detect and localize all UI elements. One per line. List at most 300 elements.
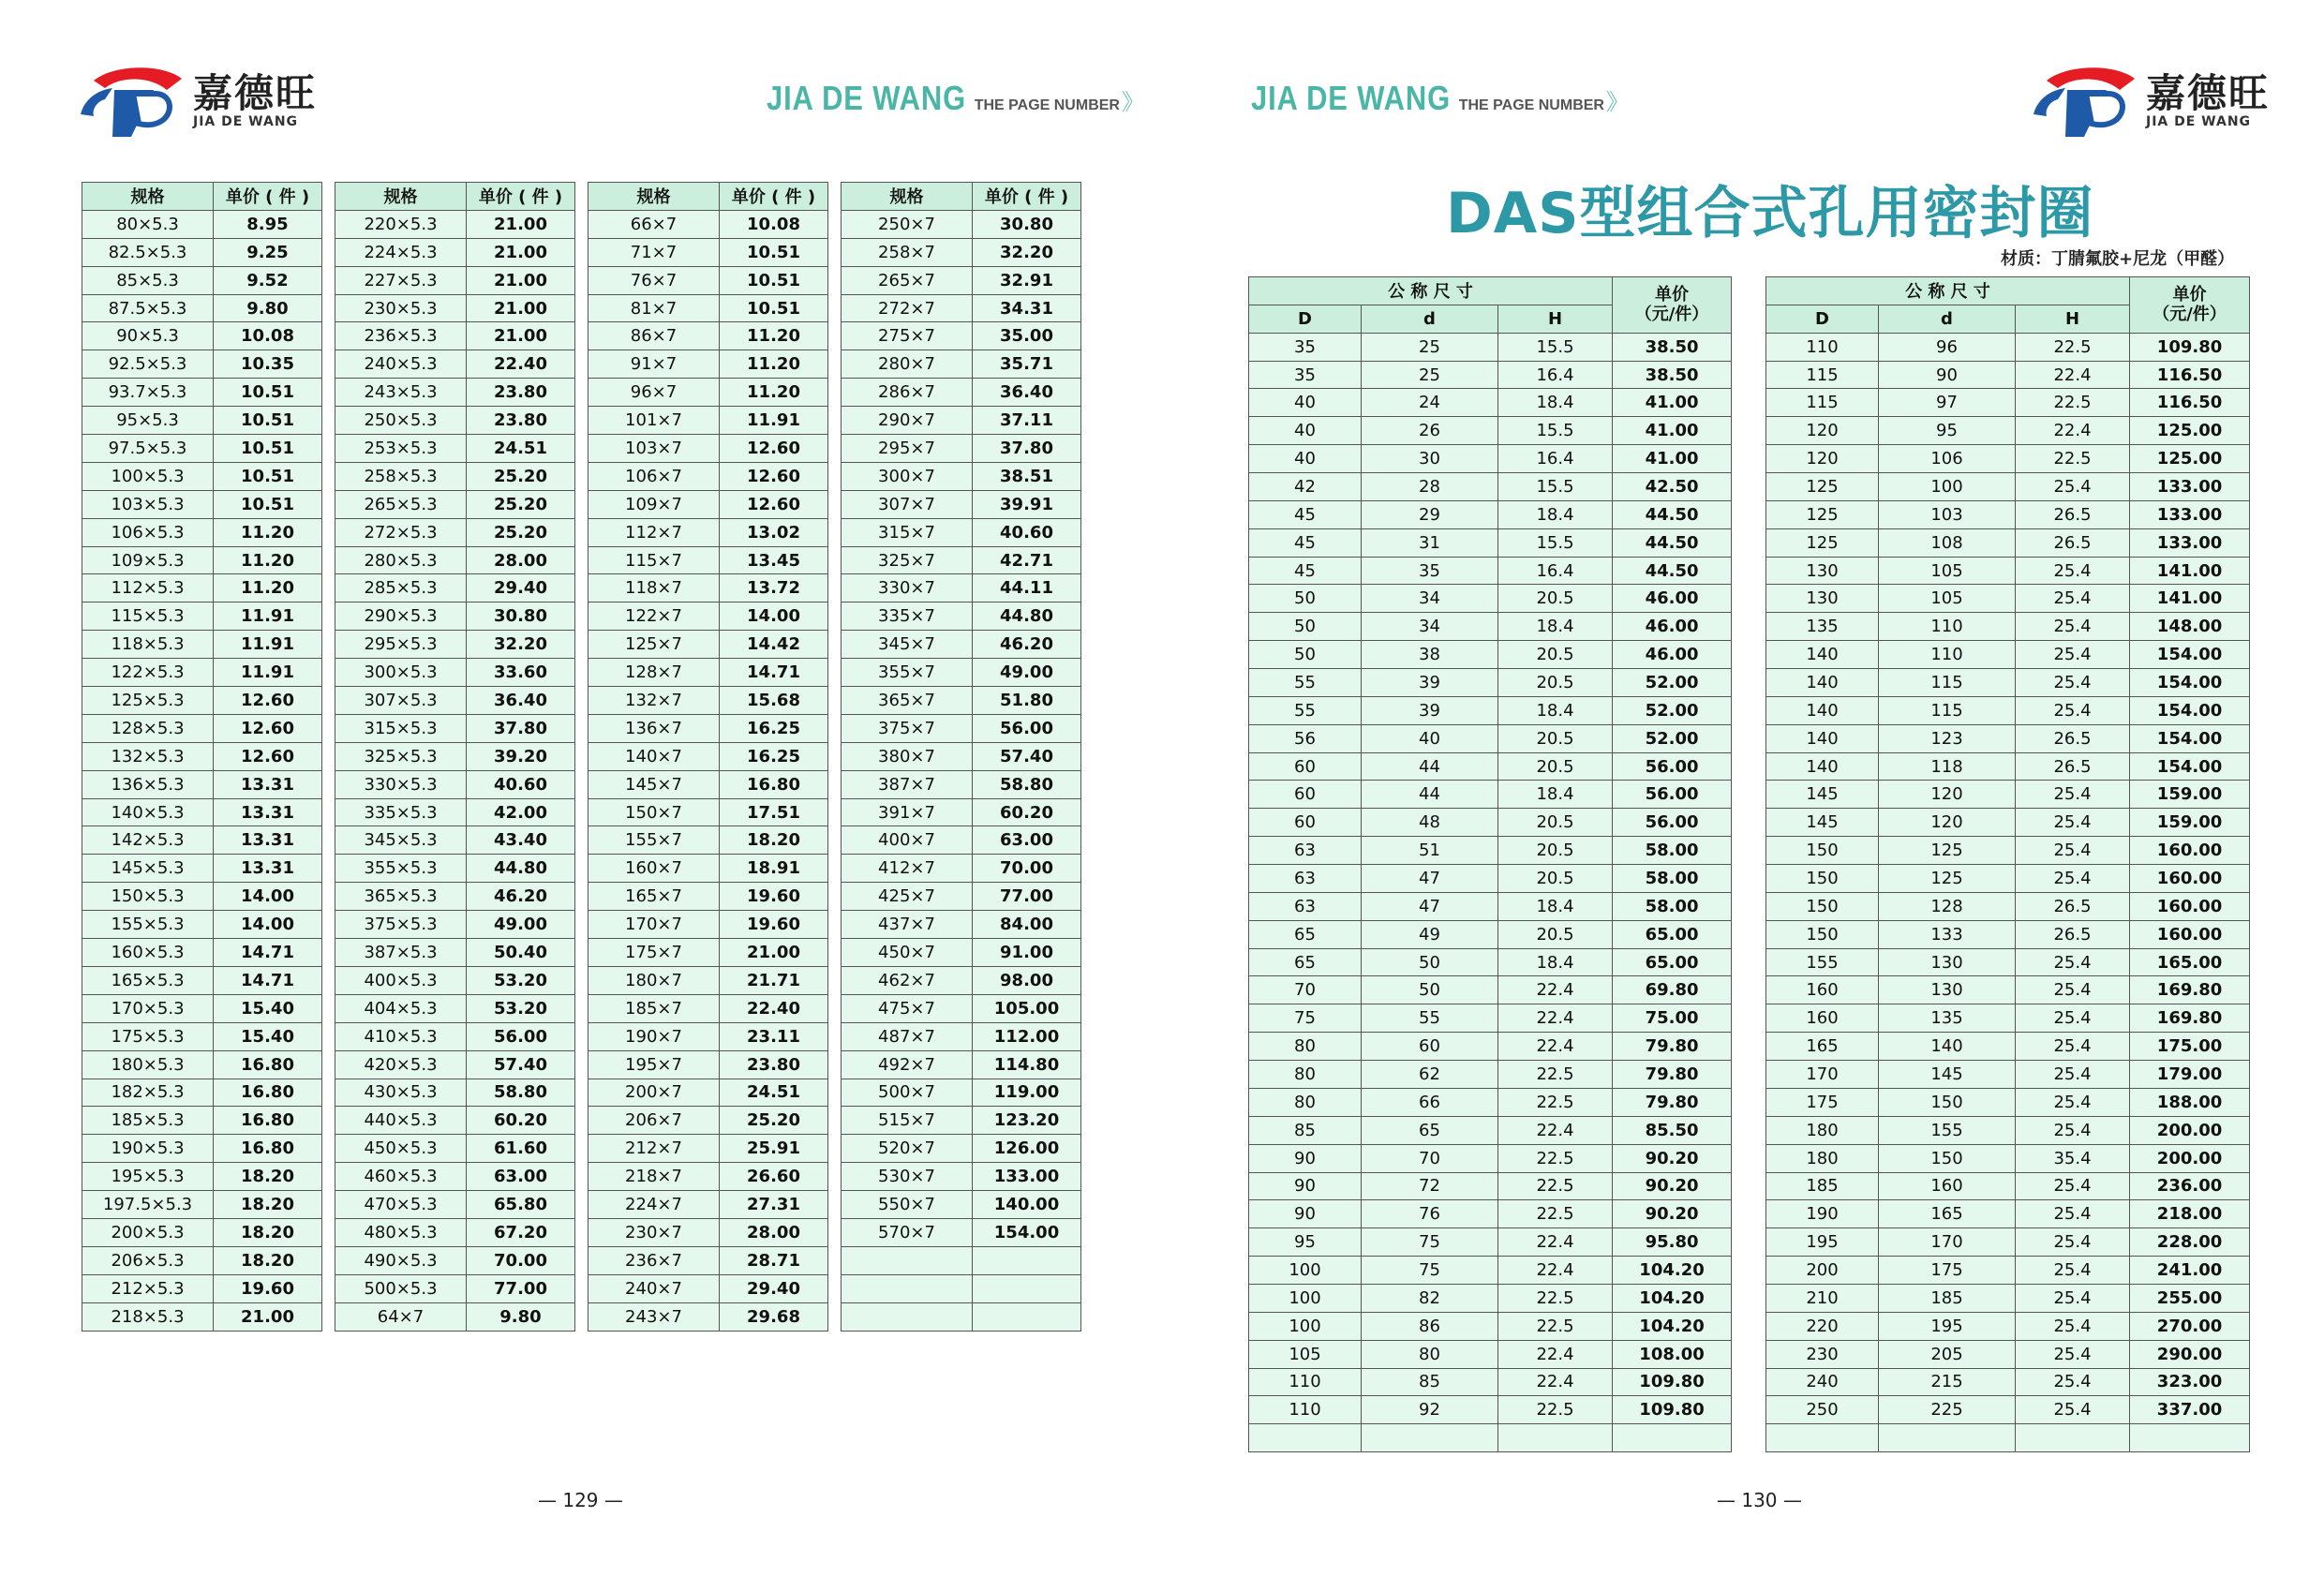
height-cell: 20.5 (1498, 837, 1613, 865)
inner-diameter-cell: 60 (1362, 1033, 1498, 1061)
price-cell: 12.60 (720, 435, 828, 463)
price-cell: 25.20 (720, 1107, 828, 1135)
price-cell: 19.60 (720, 883, 828, 911)
table-row (1249, 865, 1732, 893)
table-row (335, 462, 575, 490)
price-cell (2130, 1424, 2250, 1452)
spec-cell: 206×7 (588, 1107, 720, 1135)
table-row (335, 294, 575, 322)
table-row (1766, 1116, 2250, 1144)
table-row (1766, 948, 2250, 976)
price-cell: 13.31 (214, 855, 322, 883)
price-cell: 50.40 (467, 939, 575, 967)
height-cell: 20.5 (1498, 585, 1613, 613)
table-row (1766, 1312, 2250, 1340)
spec-cell: 285×5.3 (335, 574, 467, 603)
price-cell: 36.40 (973, 379, 1081, 407)
table-row (842, 1218, 1081, 1246)
price-cell: 35.71 (973, 350, 1081, 379)
seal-size-table-2 (1765, 276, 2250, 1452)
table-row (1249, 1088, 1732, 1116)
table-row (842, 546, 1081, 574)
table-row (1766, 417, 2250, 445)
spec-cell: 185×5.3 (82, 1107, 214, 1135)
inner-diameter-cell: 133 (1879, 920, 2016, 948)
table-row (1249, 333, 1732, 361)
inner-diameter-cell (1362, 1424, 1498, 1452)
table-row (842, 1050, 1081, 1079)
spec-cell: 570×7 (842, 1218, 973, 1246)
price-cell: 10.51 (214, 490, 322, 518)
price-cell: 154.00 (2130, 752, 2250, 781)
spec-cell: 103×5.3 (82, 490, 214, 518)
table-row (1766, 696, 2250, 724)
price-cell: 10.08 (214, 322, 322, 350)
height-cell: 22.4 (1498, 1004, 1613, 1033)
height-cell: 25.4 (2016, 1061, 2130, 1089)
table-row (842, 911, 1081, 939)
table-row (1249, 1284, 1732, 1312)
spec-cell: 272×5.3 (335, 518, 467, 546)
outer-diameter-cell: 63 (1249, 892, 1362, 920)
table-row (82, 1302, 322, 1331)
price-cell: 109.80 (1613, 1396, 1732, 1424)
height-cell: 22.4 (1498, 1033, 1613, 1061)
spec-cell: 236×7 (588, 1246, 720, 1274)
outer-diameter-cell: 80 (1249, 1061, 1362, 1089)
inner-diameter-cell: 130 (1879, 976, 2016, 1004)
spec-cell: 66×7 (588, 210, 720, 238)
price-cell: 23.80 (467, 379, 575, 407)
table-row (1249, 417, 1732, 445)
unit-price-header (2130, 277, 2250, 334)
price-cell: 16.80 (214, 1050, 322, 1079)
price-cell: 141.00 (2130, 585, 2250, 613)
spec-cell: 112×7 (588, 518, 720, 546)
inner-diameter-cell: 47 (1362, 865, 1498, 893)
table-row (82, 798, 322, 826)
spec-cell: 212×5.3 (82, 1274, 214, 1302)
inner-diameter-cell: 125 (1879, 837, 2016, 865)
outer-diameter-cell: 190 (1766, 1200, 1879, 1228)
spec-cell: 280×5.3 (335, 546, 467, 574)
price-cell: 19.60 (214, 1274, 322, 1302)
table-row (588, 659, 828, 687)
price-cell: 58.80 (467, 1079, 575, 1107)
spec-cell: 140×7 (588, 742, 720, 770)
table-row (1766, 1172, 2250, 1200)
inner-diameter-cell: 130 (1879, 948, 2016, 976)
table-row (842, 1107, 1081, 1135)
height-cell: 22.5 (1498, 1088, 1613, 1116)
price-cell: 141.00 (2130, 557, 2250, 585)
price-cell: 11.20 (214, 546, 322, 574)
outer-diameter-cell: 115 (1766, 361, 1879, 389)
table-row (1766, 641, 2250, 669)
table-row (335, 687, 575, 715)
col-header-D: D (1766, 305, 1879, 333)
col-header-d: d (1362, 305, 1498, 333)
table-row (842, 798, 1081, 826)
table-row (82, 1135, 322, 1163)
table-row (1249, 361, 1732, 389)
price-cell: 13.31 (214, 798, 322, 826)
outer-diameter-cell (1249, 1424, 1362, 1452)
table-row (588, 603, 828, 631)
table-row (82, 966, 322, 994)
table-row (1766, 752, 2250, 781)
table-row (1766, 892, 2250, 920)
table-row (588, 1191, 828, 1219)
table-row (588, 546, 828, 574)
table-row (82, 631, 322, 659)
table-row (1249, 528, 1732, 557)
outer-diameter-cell: 135 (1766, 613, 1879, 641)
height-cell: 25.4 (2016, 473, 2130, 501)
table-row (82, 603, 322, 631)
price-cell: 29.40 (720, 1274, 828, 1302)
table-row (1249, 500, 1732, 528)
inner-diameter-cell: 123 (1879, 724, 2016, 752)
outer-diameter-cell: 90 (1249, 1200, 1362, 1228)
spec-cell: 391×7 (842, 798, 973, 826)
spec-cell: 265×5.3 (335, 490, 467, 518)
table-row (335, 1107, 575, 1135)
inner-diameter-cell: 80 (1362, 1340, 1498, 1368)
table-row (842, 714, 1081, 742)
inner-diameter-cell: 195 (1879, 1312, 2016, 1340)
table-row (1249, 809, 1732, 837)
table-row (842, 631, 1081, 659)
price-cell: 169.80 (2130, 976, 2250, 1004)
height-cell: 25.4 (2016, 1284, 2130, 1312)
table-row (588, 490, 828, 518)
spec-cell: 227×5.3 (335, 266, 467, 294)
table-row (842, 407, 1081, 435)
outer-diameter-cell: 230 (1766, 1340, 1879, 1368)
height-cell: 25.4 (2016, 641, 2130, 669)
price-cell: 16.80 (720, 770, 828, 798)
height-cell: 18.4 (1498, 781, 1613, 809)
outer-diameter-cell: 40 (1249, 417, 1362, 445)
table-row (82, 518, 322, 546)
table-row (335, 350, 575, 379)
height-cell: 26.5 (2016, 920, 2130, 948)
spec-cell: 487×7 (842, 1022, 973, 1050)
spec-cell: 150×7 (588, 798, 720, 826)
spec-cell: 295×7 (842, 435, 973, 463)
inner-diameter-cell: 30 (1362, 445, 1498, 473)
table-row (335, 631, 575, 659)
table-row (842, 379, 1081, 407)
spec-cell: 92.5×5.3 (82, 350, 214, 379)
outer-diameter-cell: 155 (1766, 948, 1879, 976)
height-cell: 25.4 (2016, 1172, 2130, 1200)
height-cell: 20.5 (1498, 641, 1613, 669)
table-row (1766, 1061, 2250, 1089)
inner-diameter-cell: 35 (1362, 557, 1498, 585)
table-row (82, 1079, 322, 1107)
table-row (1249, 1424, 1732, 1452)
spec-cell: 430×5.3 (335, 1079, 467, 1107)
outer-diameter-cell: 150 (1766, 837, 1879, 865)
price-cell: 11.91 (214, 603, 322, 631)
price-cell: 43.40 (467, 826, 575, 855)
price-cell: 49.00 (467, 911, 575, 939)
price-cell: 56.00 (973, 714, 1081, 742)
table-row (588, 826, 828, 855)
spec-cell: 106×7 (588, 462, 720, 490)
table-row (82, 855, 322, 883)
table-row (588, 994, 828, 1022)
table-row (335, 659, 575, 687)
outer-diameter-cell: 140 (1766, 696, 1879, 724)
table-row (588, 1218, 828, 1246)
spec-cell: 500×7 (842, 1079, 973, 1107)
table-row (588, 462, 828, 490)
price-cell: 25.20 (467, 490, 575, 518)
height-cell: 22.5 (1498, 1284, 1613, 1312)
inner-diameter-cell: 103 (1879, 500, 2016, 528)
price-cell: 70.00 (973, 855, 1081, 883)
spec-cell: 85×5.3 (82, 266, 214, 294)
outer-diameter-cell: 180 (1766, 1144, 1879, 1172)
price-cell: 11.91 (214, 631, 322, 659)
inner-diameter-cell: 120 (1879, 781, 2016, 809)
price-cell: 10.51 (720, 238, 828, 266)
table-row (335, 210, 575, 238)
table-row (588, 742, 828, 770)
height-cell: 25.4 (2016, 976, 2130, 1004)
spec-cell: 365×5.3 (335, 883, 467, 911)
height-cell: 22.4 (1498, 1116, 1613, 1144)
height-cell: 22.5 (1498, 1396, 1613, 1424)
inner-diameter-cell: 155 (1879, 1116, 2016, 1144)
spec-cell: 180×7 (588, 966, 720, 994)
table-row (82, 379, 322, 407)
price-cell: 46.20 (467, 883, 575, 911)
height-cell: 15.5 (1498, 528, 1613, 557)
outer-diameter-cell: 80 (1249, 1088, 1362, 1116)
price-cell: 200.00 (2130, 1144, 2250, 1172)
spec-cell: 76×7 (588, 266, 720, 294)
price-cell: 323.00 (2130, 1368, 2250, 1396)
spec-cell: 142×5.3 (82, 826, 214, 855)
col-header-d: d (1879, 305, 2016, 333)
table-row (588, 574, 828, 603)
spec-cell: 155×5.3 (82, 911, 214, 939)
price-cell: 21.00 (467, 238, 575, 266)
table-row (588, 1022, 828, 1050)
price-cell: 154.00 (973, 1218, 1081, 1246)
spec-cell: 330×5.3 (335, 770, 467, 798)
outer-diameter-cell: 115 (1766, 389, 1879, 417)
table-row (842, 266, 1081, 294)
inner-diameter-cell: 135 (1879, 1004, 2016, 1033)
spec-cell: 470×5.3 (335, 1191, 467, 1219)
spec-cell: 109×5.3 (82, 546, 214, 574)
table-row (842, 518, 1081, 546)
height-cell: 25.4 (2016, 669, 2130, 697)
height-cell: 16.4 (1498, 445, 1613, 473)
table-row (82, 1274, 322, 1302)
price-cell: 34.31 (973, 294, 1081, 322)
price-cell (973, 1302, 1081, 1331)
height-cell: 25.4 (2016, 781, 2130, 809)
price-cell: 26.60 (720, 1163, 828, 1191)
price-cell: 13.45 (720, 546, 828, 574)
outer-diameter-cell: 210 (1766, 1284, 1879, 1312)
price-cell: 125.00 (2130, 445, 2250, 473)
spec-header: 规格 (588, 183, 720, 211)
table-row (588, 379, 828, 407)
price-cell: 60.20 (973, 798, 1081, 826)
price-cell: 52.00 (1613, 669, 1732, 697)
table-row (588, 966, 828, 994)
table-header-row (82, 183, 322, 211)
price-cell: 77.00 (467, 1274, 575, 1302)
page-number-right: — 130 — (1717, 1489, 1802, 1511)
price-cell: 39.20 (467, 742, 575, 770)
unit-price-header (1613, 277, 1732, 334)
price-cell: 46.00 (1613, 585, 1732, 613)
outer-diameter-cell: 45 (1249, 557, 1362, 585)
price-cell: 25.20 (467, 518, 575, 546)
outer-diameter-cell: 85 (1249, 1116, 1362, 1144)
table-row (335, 1274, 575, 1302)
table-row (842, 210, 1081, 238)
spec-cell: 182×5.3 (82, 1079, 214, 1107)
price-cell: 133.00 (2130, 528, 2250, 557)
price-cell: 58.00 (1613, 892, 1732, 920)
price-cell: 12.60 (214, 687, 322, 715)
height-cell: 25.4 (2016, 865, 2130, 893)
price-cell: 44.50 (1613, 528, 1732, 557)
table-row (335, 490, 575, 518)
inner-diameter-cell: 125 (1879, 865, 2016, 893)
price-cell: 56.00 (1613, 809, 1732, 837)
table-row (82, 1107, 322, 1135)
height-cell: 22.5 (1498, 1312, 1613, 1340)
spec-cell: 230×5.3 (335, 294, 467, 322)
spec-cell: 93.7×5.3 (82, 379, 214, 407)
price-cell: 160.00 (2130, 892, 2250, 920)
table-header-row (1249, 277, 1732, 305)
price-header: 单价 ( 件 ) (214, 183, 322, 211)
price-cell: 63.00 (467, 1163, 575, 1191)
inner-diameter-cell: 105 (1879, 557, 2016, 585)
price-cell: 37.11 (973, 407, 1081, 435)
spec-cell: 118×7 (588, 574, 720, 603)
spec-cell: 200×7 (588, 1079, 720, 1107)
table-row (842, 659, 1081, 687)
price-cell: 44.80 (973, 603, 1081, 631)
height-cell: 22.4 (2016, 361, 2130, 389)
table-row (1766, 1144, 2250, 1172)
table-row (335, 1163, 575, 1191)
price-cell: 114.80 (973, 1050, 1081, 1079)
price-cell: 65.00 (1613, 948, 1732, 976)
outer-diameter-cell: 220 (1766, 1312, 1879, 1340)
table-row (1249, 1200, 1732, 1228)
price-cell: 13.31 (214, 770, 322, 798)
price-cell: 10.51 (214, 462, 322, 490)
table-row (588, 350, 828, 379)
table-row (335, 855, 575, 883)
inner-diameter-cell: 165 (1879, 1200, 2016, 1228)
spec-cell: 240×5.3 (335, 350, 467, 379)
price-cell: 23.80 (467, 407, 575, 435)
price-cell: 148.00 (2130, 613, 2250, 641)
spec-cell: 80×5.3 (82, 210, 214, 238)
table-row (588, 1302, 828, 1331)
spec-cell: 325×7 (842, 546, 973, 574)
spec-cell: 118×5.3 (82, 631, 214, 659)
table-row (1766, 920, 2250, 948)
outer-diameter-cell (1766, 1424, 1879, 1452)
spec-cell: 450×7 (842, 939, 973, 967)
outer-diameter-cell: 100 (1249, 1257, 1362, 1285)
price-cell: 14.00 (720, 603, 828, 631)
inner-diameter-cell: 34 (1362, 585, 1498, 613)
spec-cell: 90×5.3 (82, 322, 214, 350)
outer-diameter-cell: 165 (1766, 1033, 1879, 1061)
spec-cell: 275×7 (842, 322, 973, 350)
spec-cell: 136×5.3 (82, 770, 214, 798)
outer-diameter-cell: 63 (1249, 837, 1362, 865)
price-cell: 58.80 (973, 770, 1081, 798)
table-row (82, 574, 322, 603)
table-row (1249, 1368, 1732, 1396)
height-cell: 22.5 (1498, 1172, 1613, 1200)
price-cell: 28.71 (720, 1246, 828, 1274)
table-row (335, 714, 575, 742)
height-cell: 16.4 (1498, 557, 1613, 585)
price-cell: 11.20 (720, 350, 828, 379)
spec-cell: 109×7 (588, 490, 720, 518)
height-cell: 18.4 (1498, 696, 1613, 724)
height-cell: 25.4 (2016, 948, 2130, 976)
spec-cell: 64×7 (335, 1302, 467, 1331)
price-table-4 (841, 182, 1081, 1332)
spec-cell: 190×7 (588, 1022, 720, 1050)
table-row (1766, 1284, 2250, 1312)
price-cell: 175.00 (2130, 1033, 2250, 1061)
spec-cell: 101×7 (588, 407, 720, 435)
outer-diameter-cell: 90 (1249, 1172, 1362, 1200)
height-cell: 25.4 (2016, 1033, 2130, 1061)
outer-diameter-cell: 125 (1766, 473, 1879, 501)
table-row (1766, 1424, 2250, 1452)
inner-diameter-cell: 128 (1879, 892, 2016, 920)
table-row (335, 1079, 575, 1107)
price-cell: 290.00 (2130, 1340, 2250, 1368)
spec-cell: 71×7 (588, 238, 720, 266)
spec-cell: 355×7 (842, 659, 973, 687)
outer-diameter-cell: 160 (1766, 1004, 1879, 1033)
outer-diameter-cell: 105 (1249, 1340, 1362, 1368)
table-row (842, 322, 1081, 350)
outer-diameter-cell: 240 (1766, 1368, 1879, 1396)
table-row (588, 238, 828, 266)
table-row (588, 407, 828, 435)
spec-cell: 240×7 (588, 1274, 720, 1302)
inner-diameter-cell: 160 (1879, 1172, 2016, 1200)
table-row (1766, 500, 2250, 528)
spec-cell: 265×7 (842, 266, 973, 294)
price-cell: 44.80 (467, 855, 575, 883)
price-cell: 109.80 (1613, 1368, 1732, 1396)
